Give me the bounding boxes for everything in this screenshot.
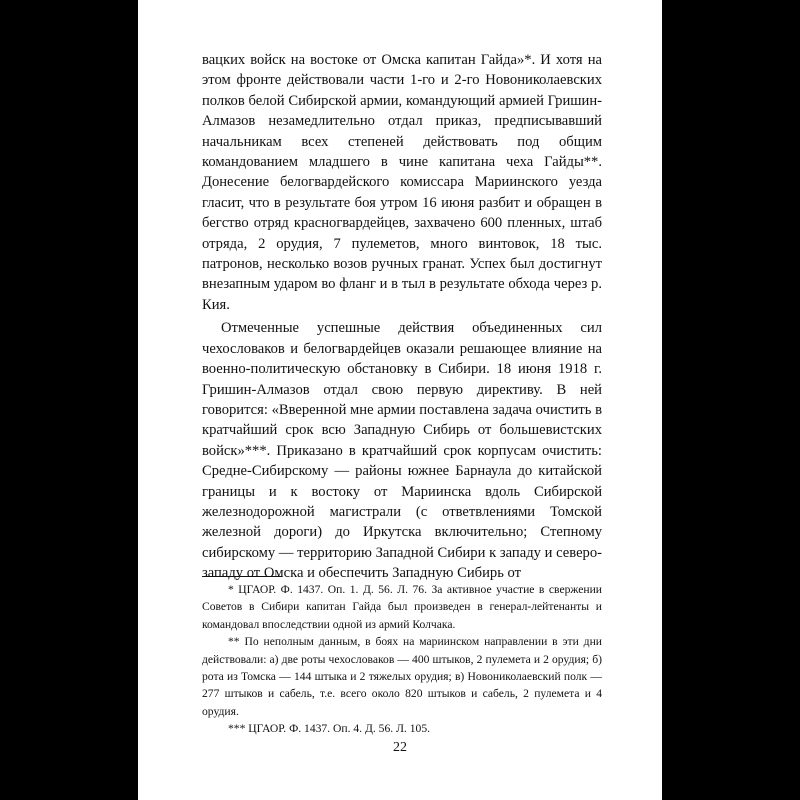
footnote-1: * ЦГАОР. Ф. 1437. Оп. 1. Д. 56. Л. 76. За активное участие в свержении Советов в Сибири капитан Гайда был произведен в генерал-лейтенанты и командовал впоследствии одной из армий Колчака. xyxy=(202,583,602,631)
footnote-2: ** По неполным данным, в боях на мариинском направлении в эти дни действовали: а) две роты чехословаков — 400 штыков, 2 пулемета и 2 орудия; б) рота из Томска — 144 штыка и 2 тяжелых орудия; в) Новониколаевский полк — 277 штыков и сабель, т.е. всего около 820 штыков и сабель, 2 пулемета и 4 орудия. xyxy=(202,635,602,718)
body-text xyxy=(202,50,602,584)
book-page xyxy=(138,0,662,800)
paragraph-continued: вацких войск на востоке от Омска капитан Гайда»*. И хотя на этом фронте действовали части 1-го и 2-го Новониколаевских полков белой Сибирской армии, командующий армией Гришин-Алмазов незамедлительно отдал приказ, предписывавший начальникам всех степеней действовать под общим командованием младшего в чине капитана чеха Гайды**. Донесение белогвардейского комиссара Мариинского уезда гласит, что в результате боя утром 16 июня разбит и обращен в бегство отряд красногвардейцев, захвачено 600 пленных, штаб отряда, 2 орудия, 7 пулеметов, много винтовок, 18 тыс. патронов, несколько возов ручных гранат. Успех был достигнут внезапным ударом во фланг и в тыл в результате обхода через р. Кия. xyxy=(202,52,602,313)
footnote-3: *** ЦГАОР. Ф. 1437. Оп. 4. Д. 56. Л. 105. xyxy=(228,722,431,736)
footnotes xyxy=(202,581,602,738)
page-number: 22 xyxy=(393,740,407,755)
footnote-divider xyxy=(202,576,282,577)
paragraph: Отмеченные успешные действия объединенных сил чехословаков и белогвардейцев оказали решающее влияние на военно-политическую обстановку в Сибири. 18 июня 1918 г. Гришин-Алмазов отдал свою первую директиву. В ней говорится: «Вверенной мне армии поставлена задача очистить в кратчайший срок всю Западную Сибирь от большевистских войск»***. Приказано в кратчайший срок корпусам очистить: Средне-Сибирскому — районы южнее Барнаула до китайской границы и к востоку от Мариинска вдоль Сибирской железнодорожной магистрали (с ответвлениями Томской железной дороги) до Иркутска включительно; Степному сибирскому — территорию Западной Сибири к западу и северо-западу от Омска и обеспечить Западную Сибирь от xyxy=(202,320,602,582)
